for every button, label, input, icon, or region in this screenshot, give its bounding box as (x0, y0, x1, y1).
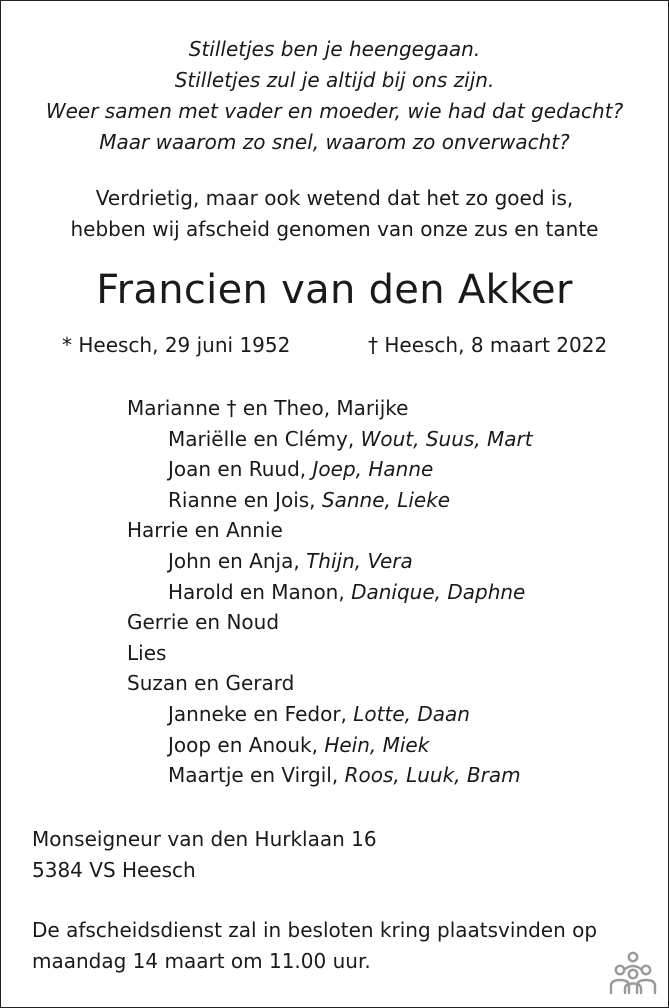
family-children: Lotte, Daan (353, 701, 470, 726)
family-children: Joep, Hanne (312, 457, 434, 482)
family-row (127, 607, 533, 638)
family-children: Thijn, Vera (306, 548, 413, 573)
family-row (127, 668, 533, 699)
family-members: Lies (127, 640, 167, 665)
family-members: Suzan en Gerard (127, 671, 295, 696)
intro-line: hebben wij afscheid genomen van onze zus en tante (70, 217, 599, 241)
address (32, 824, 377, 886)
family-list (127, 393, 533, 791)
address-line: 5384 VS Heesch (32, 858, 196, 882)
service-line: De afscheidsdienst zal in besloten kring plaatsvinden op (32, 918, 598, 942)
death-date: † Heesch, 8 maart 2022 (368, 333, 608, 357)
family-children: Hein, Miek (324, 732, 430, 757)
deceased-name: Francien van den Akker (96, 267, 573, 313)
family-row (127, 393, 533, 424)
poem-line: Maar waarom zo snel, waarom zo onverwacht? (99, 130, 570, 154)
family-children: Wout, Suus, Mart (360, 426, 533, 451)
family-row (127, 730, 533, 761)
service-line: maandag 14 maart om 11.00 uur. (32, 949, 371, 973)
family-row (127, 546, 533, 577)
family-members: Rianne en Jois, (168, 487, 322, 512)
family-members: Janneke en Fedor, (168, 701, 354, 726)
family-members: Joop en Anouk, (168, 732, 325, 757)
service-info (32, 915, 597, 977)
family-row (127, 638, 533, 669)
people-logo-icon (606, 950, 660, 996)
family-row (127, 424, 533, 455)
poem-line: Stilletjes ben je heengegaan. (188, 37, 481, 61)
family-members: Maartje en Virgil, (168, 763, 345, 788)
family-members: Harrie en Annie (127, 518, 283, 543)
family-members: Gerrie en Noud (127, 610, 280, 635)
family-members: Harold en Manon, (168, 579, 352, 604)
address-line: Monseigneur van den Hurklaan 16 (32, 827, 377, 851)
family-members: John en Anja, (168, 548, 307, 573)
family-row (127, 454, 533, 485)
family-children: Danique, Daphne (351, 579, 526, 604)
birth-date: * Heesch, 29 juni 1952 (62, 333, 291, 357)
family-row (127, 577, 533, 608)
family-row (127, 515, 533, 546)
poem-line: Weer samen met vader en moeder, wie had dat gedacht? (45, 99, 624, 123)
family-members: Mariëlle en Clémy, (168, 426, 361, 451)
poem-line: Stilletjes zul je altijd bij ons zijn. (174, 68, 495, 92)
family-children: Sanne, Lieke (321, 487, 451, 512)
family-row (127, 699, 533, 730)
family-members: Marianne † en Theo, Marijke (127, 396, 409, 420)
intro-text (0, 183, 669, 245)
poem (0, 34, 669, 158)
intro-line: Verdrietig, maar ook wetend dat het zo goed is, (95, 186, 574, 210)
family-row (127, 760, 533, 791)
family-row (127, 485, 533, 516)
family-children: Roos, Luuk, Bram (344, 763, 521, 788)
family-members: Joan en Ruud, (168, 457, 313, 482)
